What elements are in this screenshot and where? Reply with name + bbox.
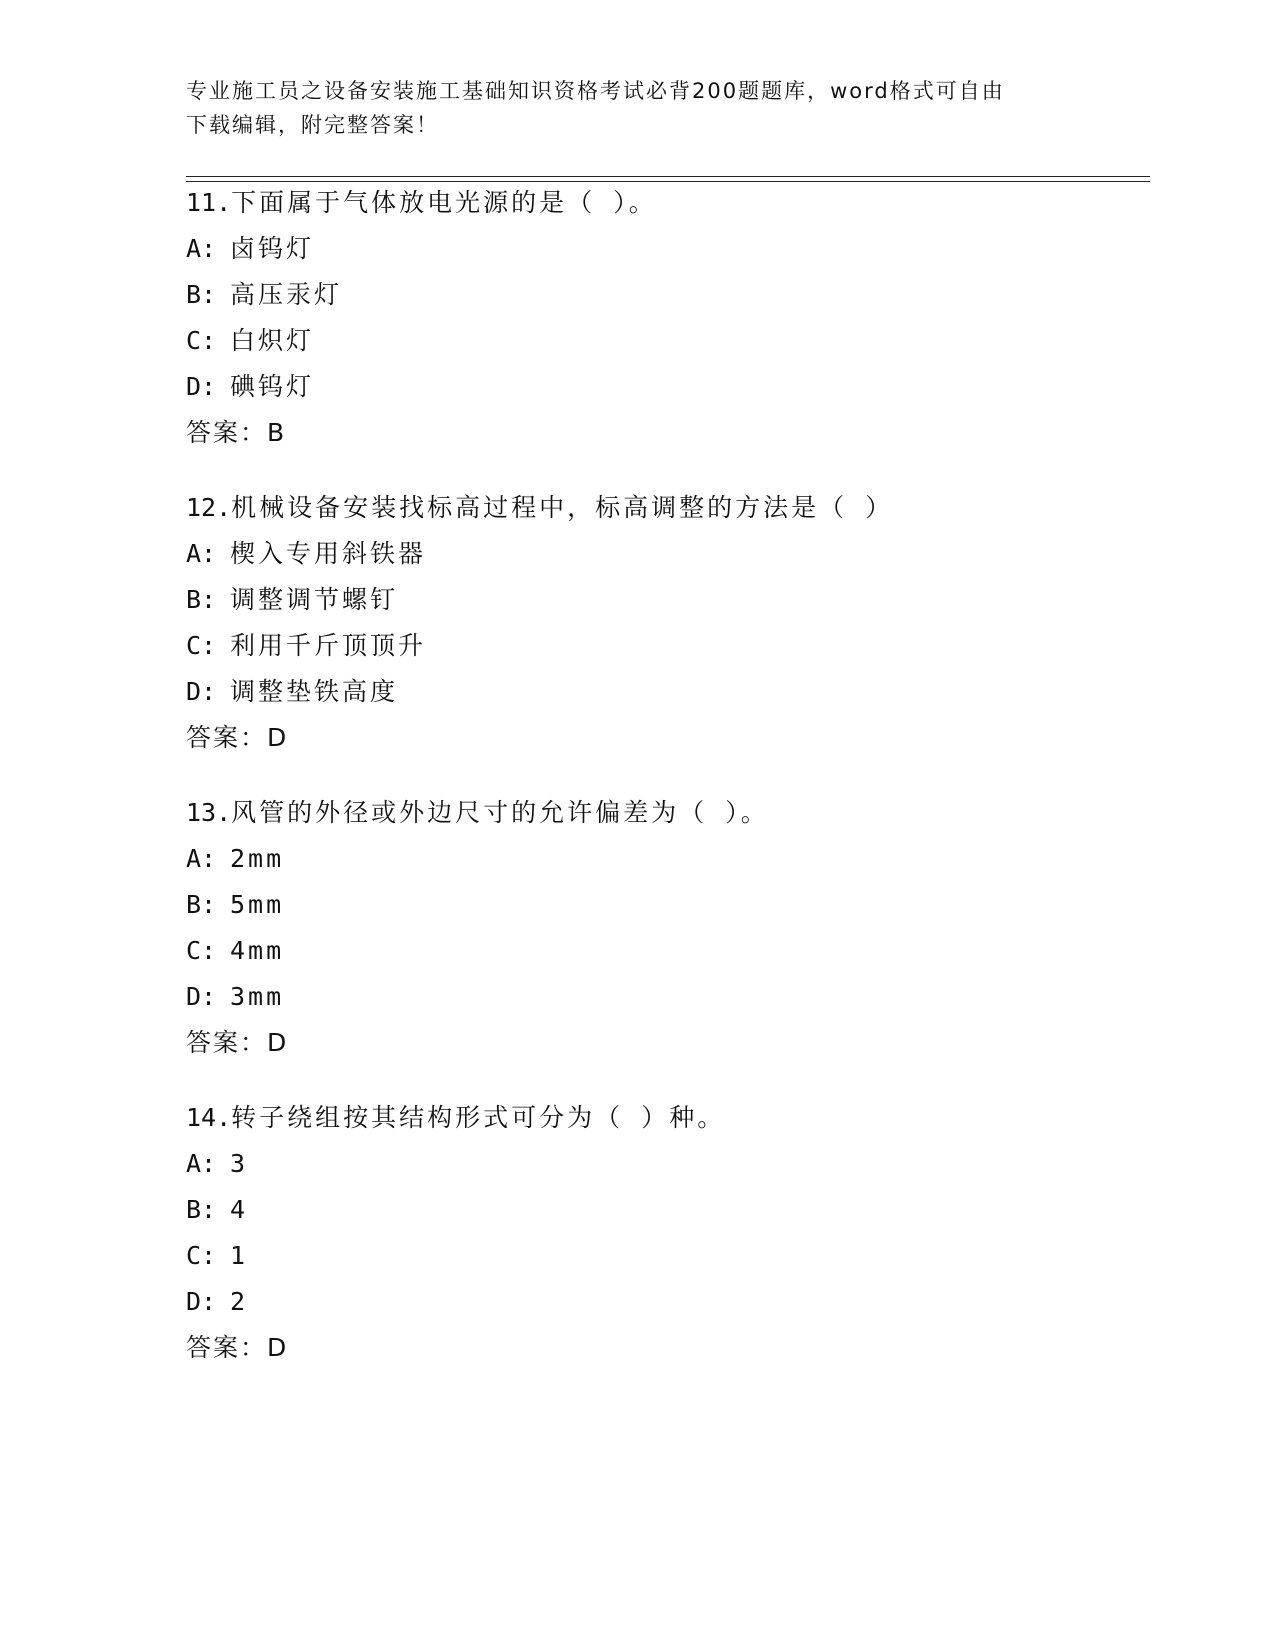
question-block (186, 790, 1146, 1066)
answer-value: D (267, 1333, 287, 1362)
answer-line (186, 410, 1146, 456)
option-text: 5mm (230, 890, 285, 919)
option-letter: D: (186, 1287, 217, 1316)
option-d (186, 1279, 1146, 1325)
option-letter: A: (186, 234, 217, 263)
document-header (186, 74, 1066, 142)
option-text: 白炽灯 (230, 326, 315, 355)
option-letter: A: (186, 539, 217, 568)
option-letter: B: (186, 280, 217, 309)
option-b (186, 882, 1146, 928)
answer-line (186, 715, 1146, 761)
option-b (186, 577, 1146, 623)
option-text: 2 (230, 1287, 249, 1316)
answer-value: B (267, 418, 285, 447)
question-number: 13. (186, 798, 232, 827)
option-c (186, 623, 1146, 669)
option-a (186, 226, 1146, 272)
header-divider-top (186, 176, 1150, 177)
option-c (186, 318, 1146, 364)
question-text: 转子绕组按其结构形式可分为（ ）种。 (231, 1103, 726, 1132)
question-number: 12. (186, 493, 232, 522)
option-letter: C: (186, 326, 217, 355)
option-letter: B: (186, 1195, 217, 1224)
option-text: 卤钨灯 (230, 234, 315, 263)
question-block (186, 180, 1146, 456)
option-d (186, 364, 1146, 410)
option-letter: D: (186, 677, 217, 706)
option-a (186, 836, 1146, 882)
question-stem (186, 1095, 1146, 1141)
option-text: 碘钨灯 (230, 372, 315, 401)
option-text: 利用千斤顶顶升 (230, 631, 427, 660)
option-text: 2mm (230, 844, 285, 873)
option-letter: D: (186, 372, 217, 401)
answer-line (186, 1325, 1146, 1371)
question-number: 14. (186, 1103, 232, 1132)
option-d (186, 974, 1146, 1020)
question-text: 风管的外径或外边尺寸的允许偏差为（ ）。 (231, 798, 769, 827)
answer-value: D (267, 1028, 287, 1057)
option-text: 楔入专用斜铁器 (230, 539, 427, 568)
answer-line (186, 1020, 1146, 1066)
question-stem (186, 485, 1146, 531)
answer-value: D (267, 723, 287, 752)
option-letter: C: (186, 936, 217, 965)
option-b (186, 1187, 1146, 1233)
answer-label: 答案： (186, 418, 268, 447)
question-block (186, 485, 1146, 761)
header-line-2: 下载编辑，附完整答案！ (186, 113, 439, 137)
option-letter: C: (186, 1241, 217, 1270)
option-text: 3 (230, 1149, 249, 1178)
question-text: 机械设备安装找标高过程中，标高调整的方法是（ ） (231, 493, 894, 522)
answer-label: 答案： (186, 1333, 268, 1362)
option-text: 4mm (230, 936, 285, 965)
option-text: 3mm (230, 982, 285, 1011)
option-c (186, 928, 1146, 974)
option-b (186, 272, 1146, 318)
option-c (186, 1233, 1146, 1279)
option-d (186, 669, 1146, 715)
option-a (186, 531, 1146, 577)
answer-label: 答案： (186, 1028, 268, 1057)
option-text: 调整调节螺钉 (230, 585, 399, 614)
question-number: 11. (186, 188, 232, 217)
answer-label: 答案： (186, 723, 268, 752)
option-text: 4 (230, 1195, 249, 1224)
option-letter: D: (186, 982, 217, 1011)
option-letter: B: (186, 585, 217, 614)
question-text: 下面属于气体放电光源的是（ ）。 (231, 188, 657, 217)
option-a (186, 1141, 1146, 1187)
question-stem (186, 180, 1146, 226)
header-line-1: 专业施工员之设备安装施工基础知识资格考试必背200题题库，word格式可自由 (186, 79, 1005, 103)
option-letter: A: (186, 844, 217, 873)
option-letter: A: (186, 1149, 217, 1178)
question-stem (186, 790, 1146, 836)
option-text: 高压汞灯 (230, 280, 343, 309)
option-letter: B: (186, 890, 217, 919)
option-text: 1 (230, 1241, 249, 1270)
question-block (186, 1095, 1146, 1371)
option-letter: C: (186, 631, 217, 660)
option-text: 调整垫铁高度 (230, 677, 399, 706)
